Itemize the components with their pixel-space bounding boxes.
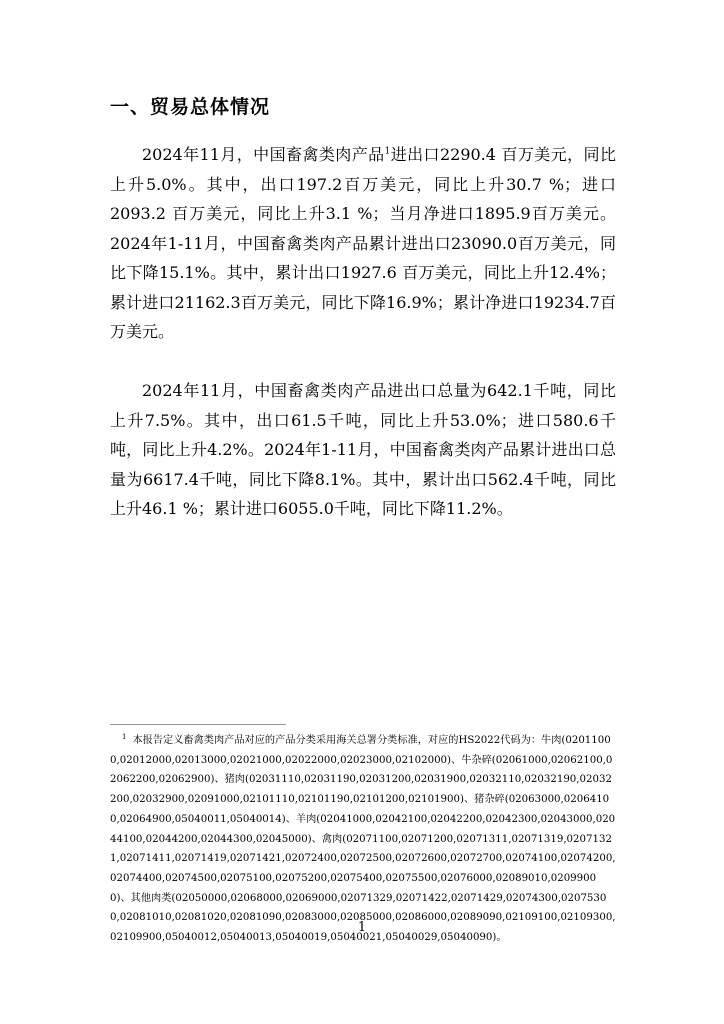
footnote-mark: 1 xyxy=(122,732,127,741)
footnote-divider xyxy=(110,724,286,725)
paragraph-trade-volume: 2024年11月，中国畜禽类肉产品进出口总量为642.1千吨，同比上升7.5%。其中，出口61.5千吨，同比上升53.0%；进口580.6千吨，同比上升4.2%。2024年1-11月，中国畜禽类肉产品累计进出口总量为6617.4千吨，同比下降8.1%。其中，累计出口562.4千吨，同比上升46.1 %；累计进口6055.0千吨，同比下降11.2%。 xyxy=(110,381,616,518)
footnote-text: 本报告定义畜禽类肉产品对应的产品分类采用海关总署分类标准，对应的HS2022代码为：牛肉(02011000,02012000,02013000,02021000,02022000,02023000,02102000)、牛杂碎(02061000,02062100,02062200,02062900)、猪肉(02031110,02031190,02031200,02031900,02032110,02032190,02032200,02032900,02091000,02101110,02101190,02101200,02101900)、猪杂碎(02063000,02064100,02064900,05040011,05040014)、羊肉(02041000,02042100,02042200,02042300,02043000,02044100,02044200,02044300,02045000)、禽肉(02071100,02071200,02071311,02071319,02071321,02071411,02071419,02071421,02072400,02072500,02072600,02072700,02074100,02074200,02074400,02074500,02075100,02075200,02075400,02075500,02076000,02089010,02099000)、其他肉类(02050000,02068000,02069000,02071329,02071422,02071429,02074300,02075300,02081010,02081020,02081090,02083000,02085000,02086000,02089090,02109100,02109300,02109900,05040012,05040013,05040019,05040021,05040029,05040090)。 xyxy=(110,735,616,944)
section-heading: 一、贸易总体情况 xyxy=(110,96,271,118)
paragraph-trade-value-lead: 2024年11月，中国畜禽类肉产品 xyxy=(142,145,385,164)
page-number: 1 xyxy=(357,920,367,935)
paragraph-trade-value-body: 进出口2290.4 百万美元，同比上升5.0%。其中，出口197.2百万美元，同比上升30.7 %；进口2093.2 百万美元，同比上升3.1 %；当月净进口1895.9百万美元。2024年1-11月，中国畜禽类肉产品累计进出口23090.0百万美元，同比下降15.1%。其中，累计出口1927.6 百万美元，同比上升12.4%；累计进口21162.3百万美元，同比下降16.9%；累计净进口19234.7百万美元。 xyxy=(110,145,616,341)
footnote xyxy=(110,731,616,948)
footnote-reference[interactable]: 1 xyxy=(384,146,391,157)
paragraph-trade-value xyxy=(110,140,616,347)
